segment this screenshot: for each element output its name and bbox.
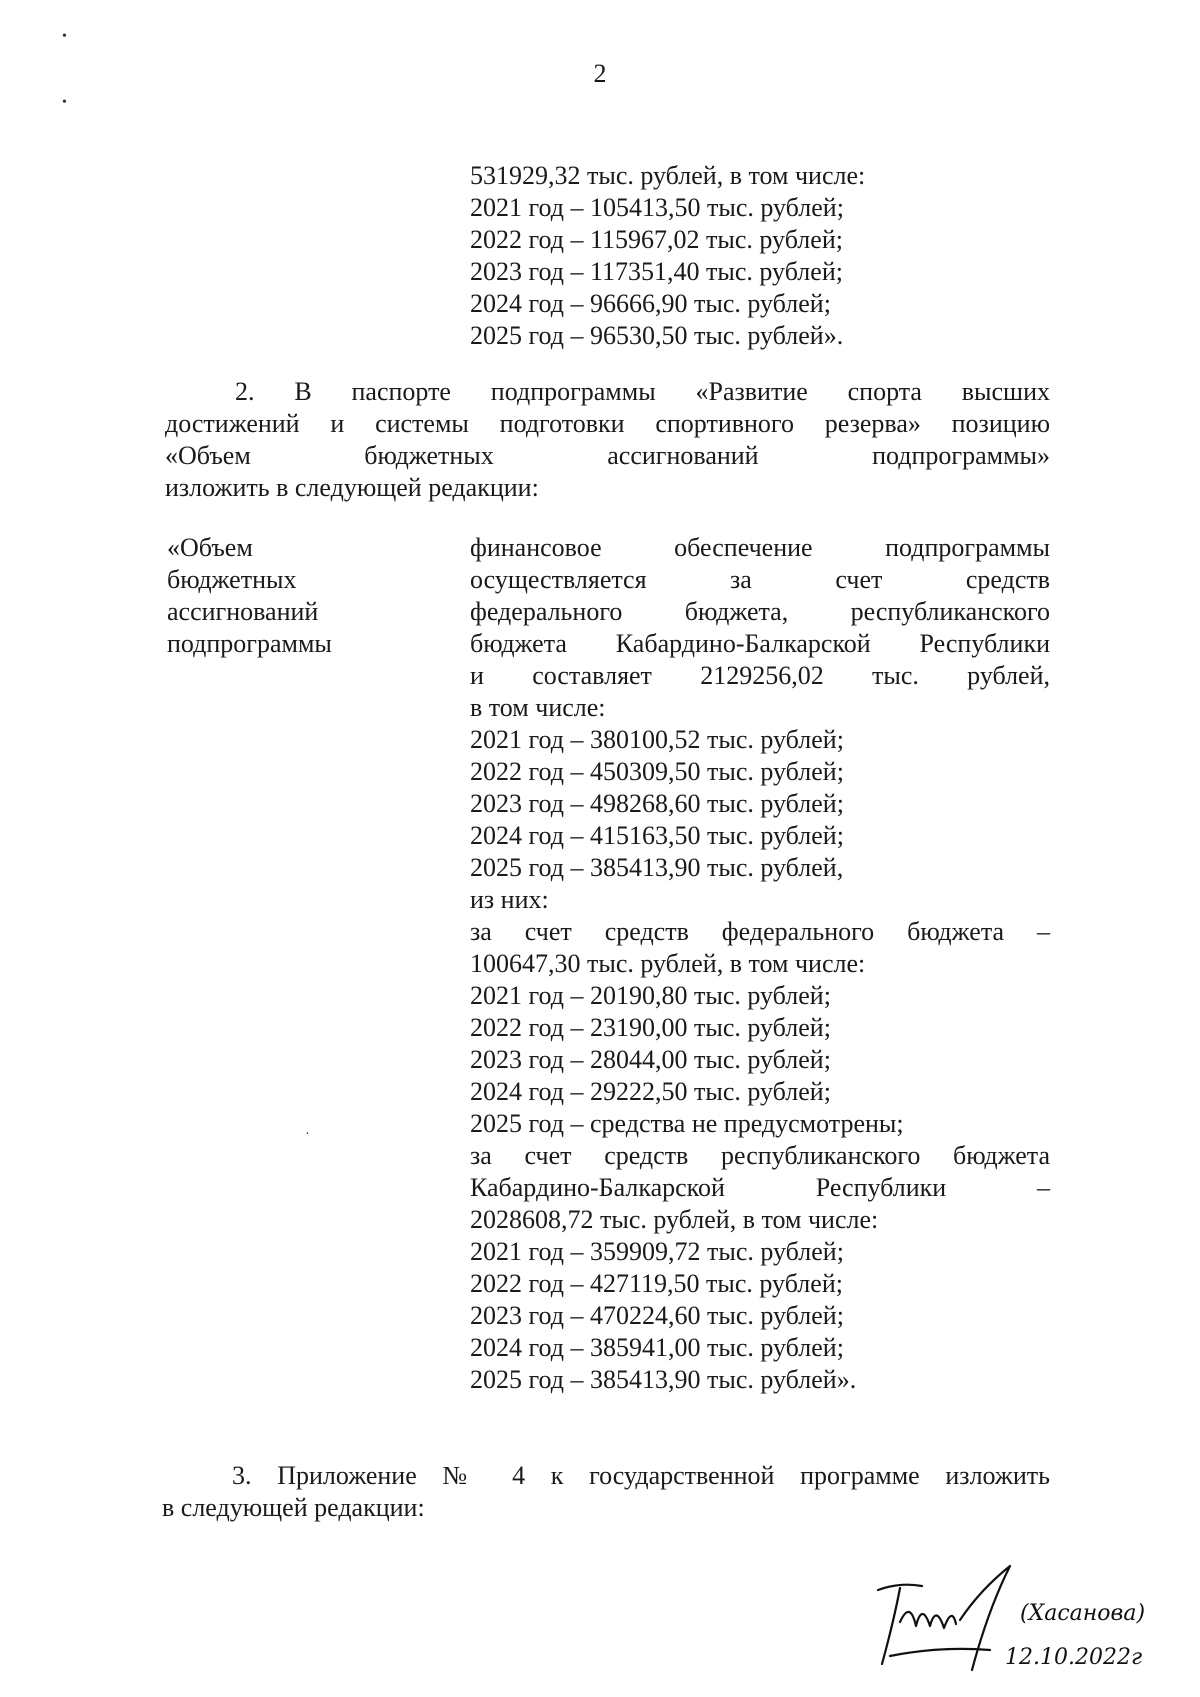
text-line: Кабардино-Балкарской Республики –: [470, 1173, 1050, 1202]
text-line: бюджетных: [167, 565, 297, 594]
text-line: бюджета Кабардино-Балкарской Республики: [470, 629, 1050, 658]
text-line: 2022 год – 115967,02 тыс. рублей;: [470, 225, 843, 254]
text-line: 2025 год – 96530,50 тыс. рублей».: [470, 321, 844, 350]
text-line: 2021 год – 359909,72 тыс. рублей;: [470, 1237, 844, 1266]
text-line: в том числе:: [470, 693, 606, 722]
text-line: 2023 год – 117351,40 тыс. рублей;: [470, 257, 843, 286]
text-line: 2022 год – 450309,50 тыс. рублей;: [470, 757, 844, 786]
text-line: 2024 год – 96666,90 тыс. рублей;: [470, 289, 831, 318]
text-line: 2023 год – 28044,00 тыс. рублей;: [470, 1045, 831, 1074]
item-2-paragraph: [165, 376, 1050, 504]
text-line: 2021 год – 20190,80 тыс. рублей;: [470, 981, 831, 1010]
position-label: [167, 532, 467, 660]
text-line: 3. Приложение № 4 к государственной программе изложить: [232, 1461, 1050, 1490]
text-line: ассигнований: [167, 597, 319, 626]
text-line: 2025 год – 385413,90 тыс. рублей,: [470, 853, 844, 882]
text-line: и составляет 2129256,02 тыс. рублей,: [470, 661, 1050, 690]
text-line: осуществляется за счет средств: [470, 565, 1050, 594]
text-line: 2024 год – 415163,50 тыс. рублей;: [470, 821, 844, 850]
signature-date: 12.10.2022г: [1005, 1645, 1143, 1670]
text-line: 2024 год – 29222,50 тыс. рублей;: [470, 1077, 831, 1106]
text-line: 2023 год – 498268,60 тыс. рублей;: [470, 789, 844, 818]
text-line: в следующей редакции:: [162, 1493, 425, 1522]
handwritten-signature: [860, 1560, 1170, 1680]
text-line: финансовое обеспечение подпрограммы: [470, 533, 1050, 562]
text-line: изложить в следующей редакции:: [165, 473, 539, 502]
text-line: подпрограммы: [167, 629, 332, 658]
signature-name: (Хасанова): [1020, 1601, 1146, 1626]
text-line: 2. В паспорте подпрограммы «Развитие спорта высших: [235, 377, 1050, 406]
text-line: 2021 год – 105413,50 тыс. рублей;: [470, 193, 844, 222]
text-line: 531929,32 тыс. рублей, в том числе:: [470, 161, 866, 190]
text-line: 2025 год – средства не предусмотрены;: [470, 1109, 904, 1138]
scan-speck: •: [62, 29, 67, 44]
position-body: [470, 532, 1050, 1396]
scan-speck: •: [62, 95, 67, 110]
text-line: достижений и системы подготовки спортивного резерва» позицию: [165, 409, 1050, 438]
text-line: «Объем бюджетных ассигнований подпрограммы»: [165, 441, 1050, 470]
text-line: из них:: [470, 885, 549, 914]
text-line: 2025 год – 385413,90 тыс. рублей».: [470, 1365, 857, 1394]
text-line: 2022 год – 427119,50 тыс. рублей;: [470, 1269, 843, 1298]
text-line: 100647,30 тыс. рублей, в том числе:: [470, 949, 866, 978]
signature-drawing: [860, 1560, 1170, 1680]
text-line: 2024 год – 385941,00 тыс. рублей;: [470, 1333, 844, 1362]
page-number: 2: [593, 59, 607, 88]
text-line: за счет средств федерального бюджета –: [470, 917, 1050, 946]
text-line: 2023 год – 470224,60 тыс. рублей;: [470, 1301, 844, 1330]
funding-tail-block: [470, 160, 1050, 352]
text-line: 2022 год – 23190,00 тыс. рублей;: [470, 1013, 831, 1042]
item-3-paragraph: [162, 1460, 1050, 1524]
text-line: 2021 год – 380100,52 тыс. рублей;: [470, 725, 844, 754]
scan-speck: ·: [305, 1127, 310, 1142]
text-line: 2028608,72 тыс. рублей, в том числе:: [470, 1205, 879, 1234]
text-line: федерального бюджета, республиканского: [470, 597, 1050, 626]
text-line: «Объем: [167, 533, 253, 562]
text-line: за счет средств республиканского бюджета: [470, 1141, 1050, 1170]
